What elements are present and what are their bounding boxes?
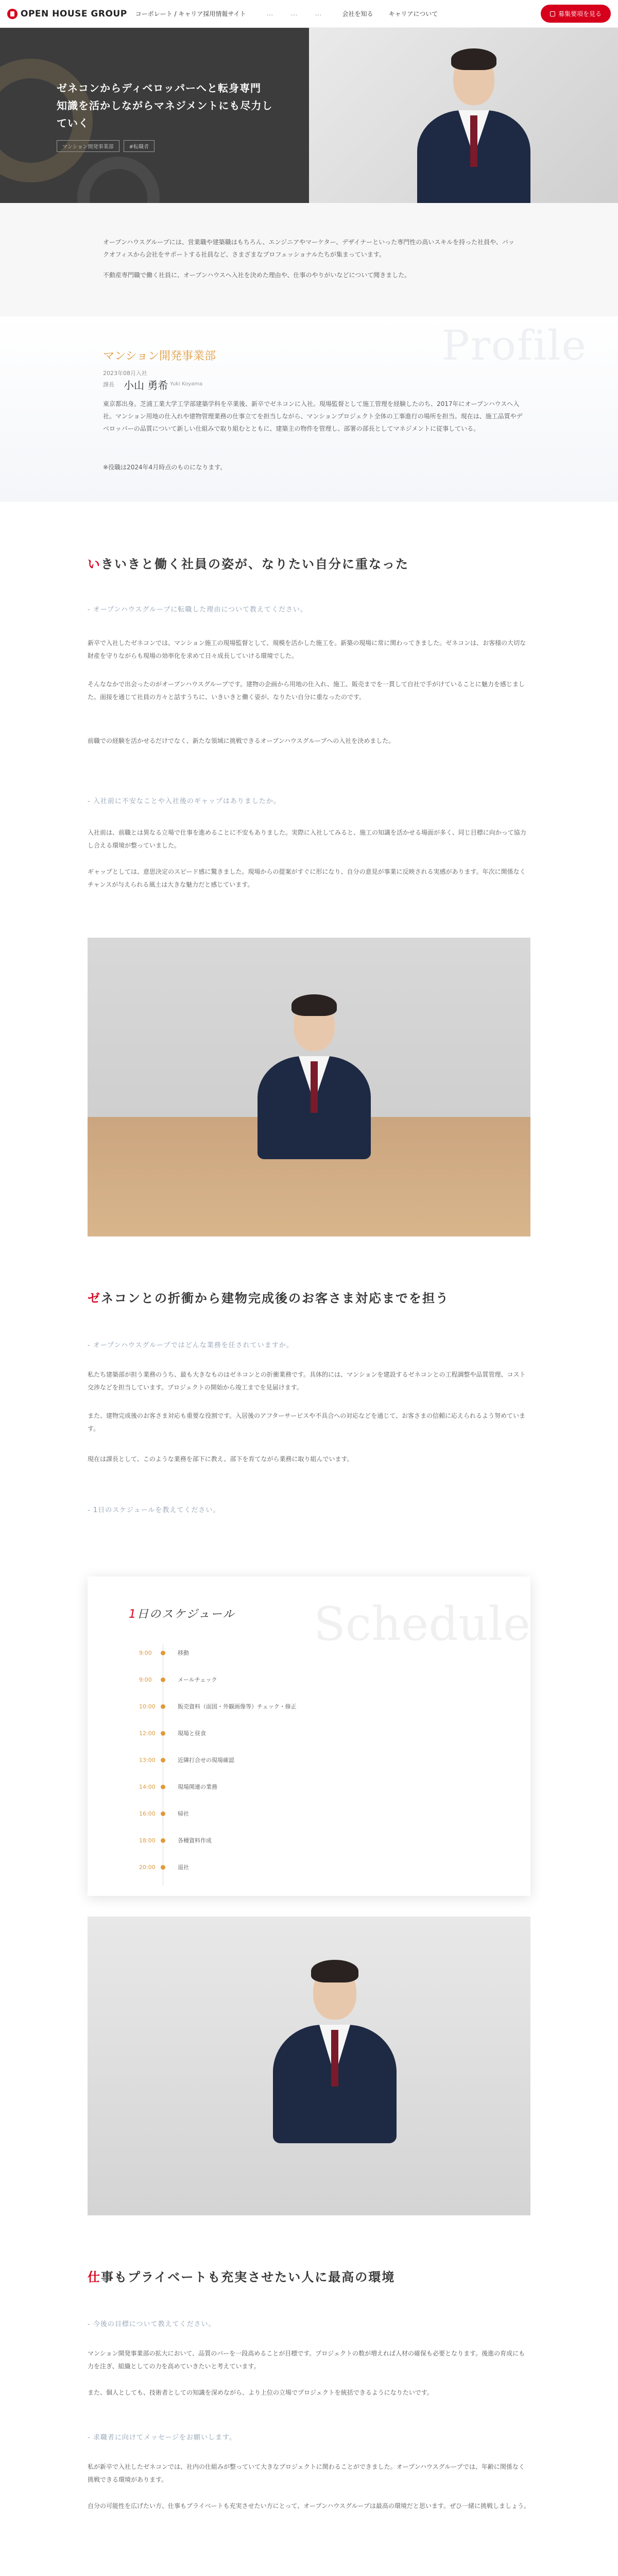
question: - 求職者に向けてメッセージをお願いします。 xyxy=(88,2434,237,2442)
section-title-rest: ネコンとの折衝から建物完成後のお客さま対応までを担う xyxy=(101,1291,449,1306)
interview-photo xyxy=(88,1917,530,2215)
question: - 入社前に不安なことや入社後のギャップはありましたか。 xyxy=(88,798,281,805)
timeline-dot-icon xyxy=(161,1758,165,1762)
answer-paragraph: 現在は課長として、このような業務を部下に教え、部下を育てながら業務に取り組んでいます。 xyxy=(88,1455,353,1463)
answer-paragraph: マンション開発事業部の拡大において、品質のバーを一段高めることが目標です。プロジェクトの数が増えれば人材の確保も必要となります。後進の育成にも力を注ぎ、組織としての力を高めていきたいと考えています。 xyxy=(88,2350,525,2370)
nav-placeholder[interactable]: … xyxy=(315,10,322,18)
answer-paragraph: 新卒で入社したゼネコンでは、マンション施工の現場監督として、規模を活かした施工を。新築の現場に常に関わってきました。ゼネコンは、お客様の大切な財産を守りながらも現場の効率化を求めて日々成長していける環境でした。 xyxy=(88,639,526,660)
profile xyxy=(0,316,618,502)
timeline-dot-icon xyxy=(161,1811,165,1816)
decorative-ring xyxy=(77,157,160,203)
schedule-label: 退社 xyxy=(178,1864,189,1871)
nav-placeholders xyxy=(267,10,322,18)
profile-note: ※役職は2024年4月時点のものになります。 xyxy=(103,464,227,471)
main-nav xyxy=(342,9,438,18)
schedule-row xyxy=(139,1729,206,1737)
question: - 1日のスケジュールを教えてください。 xyxy=(88,1506,220,1514)
timeline-dot-icon xyxy=(161,1704,165,1709)
answer-paragraph: 入社前は、前職とは異なる立場で仕事を進めることに不安もありました。実際に入社してみると、施工の知識を活かせる場面が多く、同じ目標に向かって協力し合える環境が整っていました。 xyxy=(88,829,526,850)
section-title xyxy=(88,1288,449,1306)
section-title-initial: い xyxy=(88,557,101,571)
section-title xyxy=(88,554,409,572)
schedule-row xyxy=(139,1783,217,1791)
answer-paragraph: そんななかで出会ったのがオープンハウスグループです。建物の企画から用地の仕入れ、施工、販売までを一貫して自社で手がけていることに魅力を感じました。面接を通じて社員の方々と話すうちに、いきいきと働く姿が、なりたい自分に重なったのです。 xyxy=(88,681,525,701)
schedule-time: 13:00 xyxy=(139,1756,156,1764)
schedule-row xyxy=(139,1675,217,1684)
answer-paragraph: また、建物完成後のお客さま対応も重要な役割です。入居後のアフターサービスや不具合への対応などを通じて、お客さまの信頼に応えられるよう努めています。 xyxy=(88,1412,525,1433)
profile-watermark: Profile xyxy=(441,321,587,369)
schedule-title-initial: 1 xyxy=(129,1608,137,1621)
answer-paragraph: 私たち建築部が担う業務のうち、最も大きなものはゼネコンとの折衝業務です。具体的には、マンションを建設するゼネコンとの工程調整や品質管理、コスト交渉などを担当しています。プロジェクトの開始から竣工までを見届けます。 xyxy=(88,1371,526,1392)
profile-name-roman: Yuki Koyama xyxy=(170,381,203,387)
job-listing-label: 募集要項を見る xyxy=(558,10,602,18)
answer-paragraph: ギャップとしては、意思決定のスピード感に驚きました。現場からの提案がすぐに形になり、自分の意見が事業に反映される実感があります。年次に関係なくチャンスが与えられる風土は大きな魅力だと感じています。 xyxy=(88,868,526,889)
schedule-time: 20:00 xyxy=(139,1863,156,1871)
question: - オープンハウスグループに転職した理由について教えてください。 xyxy=(88,606,308,614)
schedule-time: 9:00 xyxy=(139,1649,152,1656)
profile-join-date: 2023年08月入社 xyxy=(103,370,147,377)
intro xyxy=(0,203,618,316)
answer-paragraph: 自分の可能性を広げたい方、仕事もプライベートも充実させたい方にとって、オープンハウスグループは最高の環境だと思います。ぜひ一緒に挑戦しましょう。 xyxy=(88,2502,530,2510)
schedule-row xyxy=(139,1702,297,1710)
schedule-row xyxy=(139,1649,189,1657)
schedule-label: 各種資料作成 xyxy=(178,1837,212,1844)
question: - オープンハウスグループではどんな業務を任されていますか。 xyxy=(88,1342,294,1349)
section-title-rest: 事もプライベートも充実させたい人に最高の環境 xyxy=(101,2270,396,2284)
person-illustration xyxy=(417,43,530,203)
question: - 今後の目標について教えてください。 xyxy=(88,2320,216,2328)
intro-paragraph: 不動産専門職で働く社員に、オープンハウスへ入社を決めた理由や、仕事のやりがいなどについて聞きました。 xyxy=(103,272,411,279)
person-illustration xyxy=(258,984,371,1149)
tag-department[interactable]: マンション開発事業部 xyxy=(57,140,119,152)
schedule-row xyxy=(139,1863,189,1871)
schedule-card xyxy=(88,1577,530,1896)
schedule-label: 移動 xyxy=(178,1650,189,1656)
person-illustration xyxy=(273,1947,397,2133)
logo-text: OPEN HOUSE GROUP xyxy=(21,8,127,19)
interview-photo xyxy=(88,938,530,1236)
schedule-time: 12:00 xyxy=(139,1730,156,1737)
schedule-label: 現場と昼食 xyxy=(178,1730,206,1737)
schedule-row xyxy=(139,1756,234,1764)
section-title-initial: 仕 xyxy=(88,2270,101,2284)
hero-title-line: ゼネコンからディベロッパーへと転身専門 xyxy=(57,82,261,94)
timeline-dot-icon xyxy=(161,1677,165,1682)
hero-photo xyxy=(309,28,618,203)
hero-tags xyxy=(57,140,154,152)
answer-paragraph: また、個人としても、技術者としての知識を深めながら、より上位の立場でプロジェクトを統括できるようになりたいです。 xyxy=(88,2389,433,2396)
schedule-watermark: Schedule xyxy=(314,1597,530,1651)
profile-department: マンション開発事業部 xyxy=(103,350,216,363)
section-title-rest: きいきと働く社員の姿が、なりたい自分に重なった xyxy=(101,557,409,571)
schedule-row xyxy=(139,1809,189,1818)
job-listing-button[interactable] xyxy=(541,5,611,23)
site-logo[interactable] xyxy=(7,9,127,19)
timeline-dot-icon xyxy=(161,1785,165,1789)
document-icon xyxy=(550,11,555,16)
schedule-title-rest: 日のスケジュール xyxy=(137,1608,235,1621)
nav-item-career[interactable]: キャリアについて xyxy=(388,10,438,18)
schedule-time: 18:00 xyxy=(139,1837,156,1844)
timeline-dot-icon xyxy=(161,1651,165,1655)
schedule-row xyxy=(139,1836,212,1844)
profile-position: 課長 xyxy=(103,381,114,388)
intro-paragraph: オープンハウスグループには、営業職や建築職はもちろん、エンジニアやマーケター、デザイナーといった専門性の高いスキルを持った社員や、バックオフィスから会社をサポートする社員など、さまざまなプロフェッショナルたちが集まっています。 xyxy=(103,239,514,258)
profile-name: 小山 勇希 xyxy=(124,379,168,392)
section-title xyxy=(88,2267,395,2285)
site-header xyxy=(0,0,618,28)
schedule-label: 販売資料（面図・外観画像等）チェック・修正 xyxy=(178,1703,297,1710)
tag-career-change[interactable]: #転職者 xyxy=(124,140,154,152)
answer-paragraph: 前職での経験を活かせるだけでなく、新たな領域に挑戦できるオープンハウスグループへの入社を決めました。 xyxy=(88,737,395,744)
hero xyxy=(0,28,618,203)
timeline-dot-icon xyxy=(161,1838,165,1843)
answer-paragraph: 私が新卒で入社したゼネコンでは、社内の仕組みが整っていて大きなプロジェクトに関わることができました。オープンハウスグループでは、年齢に関係なく挑戦できる環境があります。 xyxy=(88,2463,525,2484)
schedule-time: 9:00 xyxy=(139,1676,152,1683)
logo-mark-icon xyxy=(7,9,18,19)
hero-title-line: ていく xyxy=(57,117,89,129)
schedule-label: 近隣打合せの現場確認 xyxy=(178,1757,234,1764)
hero-title xyxy=(57,79,272,132)
timeline-dot-icon xyxy=(161,1865,165,1870)
nav-placeholder[interactable]: … xyxy=(290,10,298,18)
hero-title-line: 知識を活かしながらマネジメントにも尽力し xyxy=(57,99,273,112)
schedule-time: 10:00 xyxy=(139,1703,156,1710)
section-title-initial: ゼ xyxy=(88,1291,101,1306)
schedule-time: 14:00 xyxy=(139,1783,156,1790)
hero-text-panel xyxy=(0,28,309,203)
profile-bio: 東京都出身。芝浦工業大学工学部建築学科を卒業後、新卒でゼネコンに入社。現場監督として施工管理を経験したのち、2017年にオープンハウスへ入社。マンション用地の仕入れや建物管理業務の仕事立てを担当しながら、マンションプロジェクト全体の工事進行の場所を担当。現在は、施工品質やデベロッパーの品質について新しい仕組みで取り組むとともに、建築主の物件を管理し、部署の部長としてマネジメントに従事している。 xyxy=(103,400,523,432)
timeline-dot-icon xyxy=(161,1731,165,1736)
nav-placeholder[interactable]: … xyxy=(266,10,273,18)
schedule-label: 帰社 xyxy=(178,1810,189,1817)
nav-item-company[interactable]: 会社を知る xyxy=(342,10,373,18)
schedule-label: 現場関連の業務 xyxy=(178,1784,217,1790)
schedule-time: 16:00 xyxy=(139,1810,156,1817)
schedule-title xyxy=(129,1605,235,1621)
site-subtitle[interactable]: コーポレート / キャリア採用情報サイト xyxy=(135,10,246,18)
schedule-label: メールチェック xyxy=(178,1676,217,1683)
